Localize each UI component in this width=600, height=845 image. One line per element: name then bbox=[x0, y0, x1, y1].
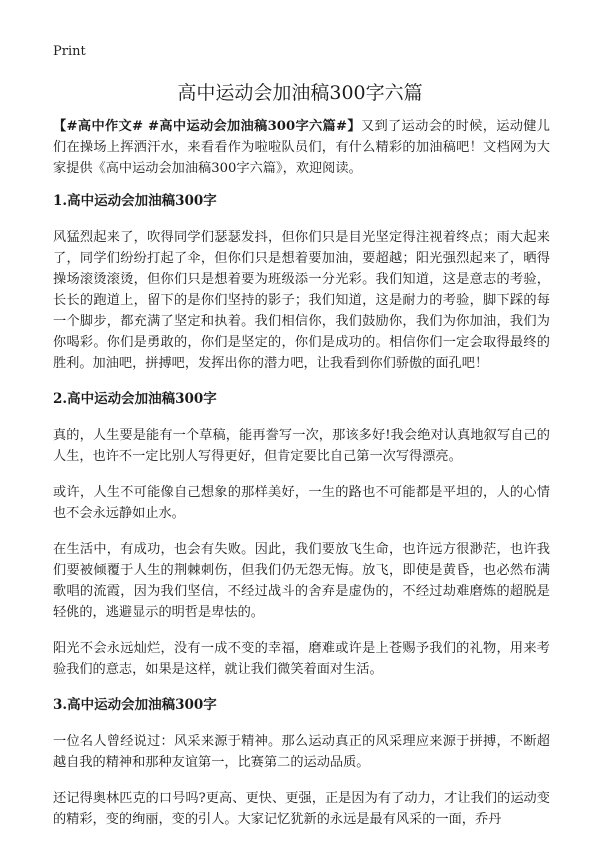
section-heading-2: 2.高中运动会加油稿300字 bbox=[53, 391, 217, 407]
intro-paragraph bbox=[53, 116, 550, 179]
section-3-paragraph-2: 还记得奥林匹克的口号吗?更高、更快、更强，正是因为有了动力，才让我们的运动变的精彩，变的绚丽，变的引人。大家记忆犹新的永远是最有风采的一面，乔丹 bbox=[53, 791, 550, 827]
section-2-paragraph-3: 在生活中，有成功，也会有失败。因此，我们要放飞生命，也许远方很渺茫，也许我们要被倾覆于人生的荆棘刺伤，但我们仍无怨无悔。放飞，即使是黄昏，也必然布满歌唱的流霞，因为我们坚信，不经过战斗的舍弃是虚伪的，不经过劫难磨炼的超脱是轻佻的，逃避显示的明哲是卑怯的。 bbox=[53, 542, 550, 620]
article-body bbox=[53, 116, 550, 845]
section-2-paragraph-1: 真的，人生要是能有一个草稿，能再誊写一次，那该多好!我会绝对认真地叙写自己的人生，也许不一定比别人写得更好，但肯定要比自己第一次写得漂亮。 bbox=[53, 428, 550, 464]
section-1-paragraph-1: 风猛烈起来了，吹得同学们瑟瑟发抖，但你们只是目光坚定得注视着终点；雨大起来了，同学们纷纷打起了伞，但你们只是想着要加油，要超越；阳光强烈起来了，晒得操场滚烫滚烫，但你们只是想着要为班级添一分光彩。我们知道，这是意志的考验，长长的跑道上，留下的是你们坚持的影子；我们知道，这是耐力的考验，脚下踩的每一个脚步，都充满了坚定和执着。我们相信你，我们鼓励你，我们为你加油，我们为你喝彩。你们是勇敢的，你们是坚定的，你们是成功的。相信你们一定会取得最终的胜利。加油吧，拼搏吧，发挥出你的潜力吧，让我看到你们骄傲的面孔吧！ bbox=[53, 230, 550, 371]
page-title: 高中运动会加油稿300字六篇 bbox=[177, 82, 423, 104]
section-heading-1: 1.高中运动会加油稿300字 bbox=[53, 193, 217, 209]
section-2-paragraph-2: 或许，人生不可能像自己想象的那样美好，一生的路也不可能都是平坦的，人的心情也不会永远静如止水。 bbox=[53, 485, 550, 521]
section-heading-3: 3.高中运动会加油稿300字 bbox=[53, 697, 217, 713]
print-link[interactable]: Print bbox=[53, 44, 86, 59]
intro-tag: 【#高中作文# #高中运动会加油稿300字六篇#】 bbox=[53, 119, 361, 134]
section-3-paragraph-1: 一位名人曾经说过：风采来源于精神。那么运动真正的风采理应来源于拼搏，不断超越自我的精神和那种友谊第一，比赛第二的运动品质。 bbox=[53, 734, 550, 770]
section-2-paragraph-4: 阳光不会永远灿烂，没有一成不变的幸福，磨难或许是上苍赐予我们的礼物，用来考验我们的意志，如果是这样，就让我们微笑着面对生活。 bbox=[53, 641, 550, 677]
intro-text: 又到了运动会的时候，运动健儿们在操场上挥洒汗水，来看看作为啦啦队员们，有什么精彩的加油稿吧！文档网为大家提供《高中运动会加油稿300字六篇》，欢迎阅读。 bbox=[53, 119, 550, 176]
